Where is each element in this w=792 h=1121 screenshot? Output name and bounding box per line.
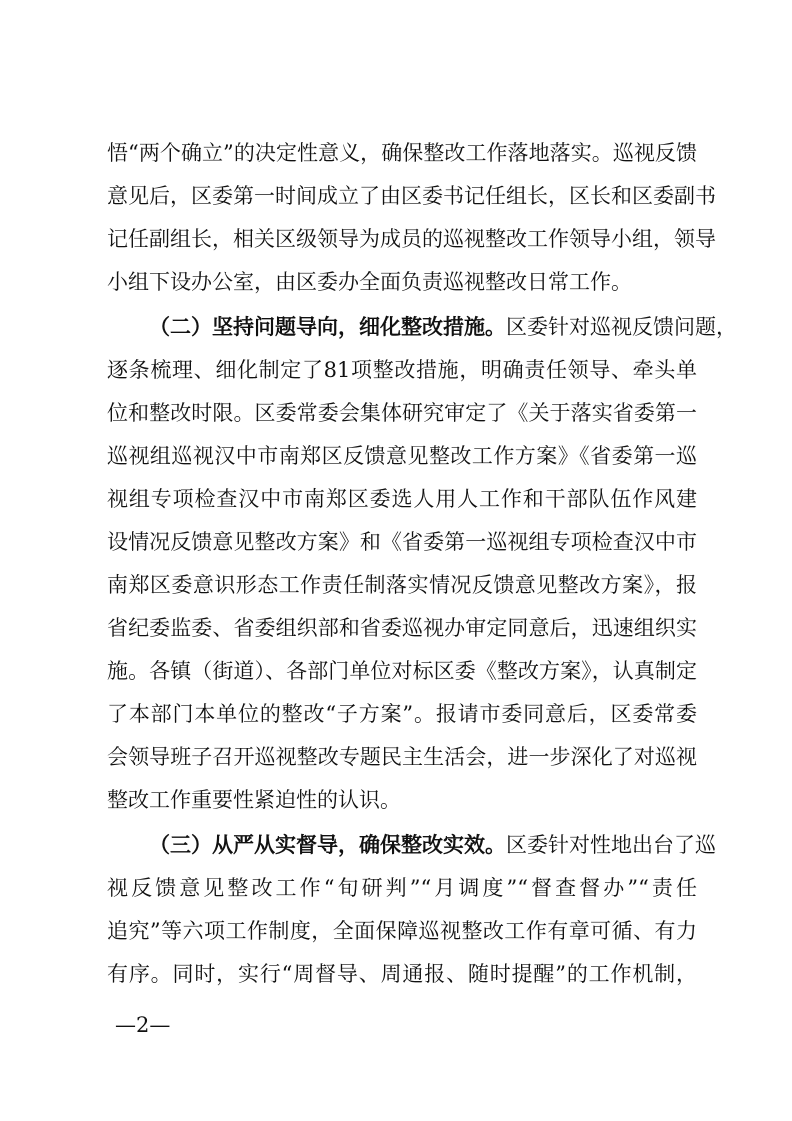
text-line: 意见后，区委第一时间成立了由区委书记任组长，区长和区委副书 [107, 184, 716, 208]
paragraph-2-first-line-text: 区委针对巡视反馈问题， [506, 315, 737, 339]
page-number: —2— [115, 1013, 171, 1037]
text-line: 小组下设办公室，由区委办全面负责巡视整改日常工作。 [107, 270, 632, 294]
text-line: 巡视组巡视汉中市南郑区反馈意见整改工作方案》《省委第一巡 [107, 444, 697, 468]
text-line: 逐条梳理、细化制定了81项整改措施，明确责任领导、牵头单 [107, 358, 697, 382]
paragraph-3-heading: （三）从严从实督导，确保整改实效。 [149, 832, 506, 857]
text-line: 悟“两个确立”的决定性意义，确保整改工作落地落实。巡视反馈 [107, 141, 697, 165]
paragraph-3-first-line [149, 828, 716, 862]
text-line: 有序。同时，实行“周督导、周通报、随时提醒”的工作机制， [107, 962, 697, 986]
paragraph-3-first-line-text: 区委针对性地出台了巡 [506, 833, 716, 857]
text-line: 追究”等六项工作制度，全面保障巡视整改工作有章可循、有力 [107, 919, 697, 943]
text-line: 记任副组长，相关区级领导为成员的巡视整改工作领导小组，领导 [107, 227, 716, 251]
text-line: 视组专项检查汉中市南郑区委选人用人工作和干部队伍作风建 [107, 487, 697, 511]
text-line: 会领导班子召开巡视整改专题民主生活会，进一步深化了对巡视 [107, 745, 697, 769]
text-line: 视反馈意见整改工作“旬研判”“月调度”“督查督办”“责任 [107, 876, 697, 900]
text-line: 南郑区委意识形态工作责任制落实情况反馈意见整改方案》，报 [107, 573, 697, 597]
paragraph-2-heading: （二）坚持问题导向，细化整改措施。 [149, 314, 506, 339]
text-line: 省纪委监委、省委组织部和省委巡视办审定同意后，迅速组织实 [107, 616, 697, 640]
text-line: 设情况反馈意见整改方案》和《省委第一巡视组专项检查汉中市 [107, 530, 697, 554]
text-line: 施。各镇（街道）、各部门单位对标区委《整改方案》，认真制定 [107, 659, 697, 683]
text-line: 位和整改时限。区委常委会集体研究审定了《关于落实省委第一 [107, 401, 697, 425]
text-line: 整改工作重要性紧迫性的认识。 [107, 788, 401, 812]
paragraph-2-first-line [149, 310, 737, 344]
text-line: 了本部门本单位的整改“子方案”。报请市委同意后，区委常委 [107, 702, 697, 726]
